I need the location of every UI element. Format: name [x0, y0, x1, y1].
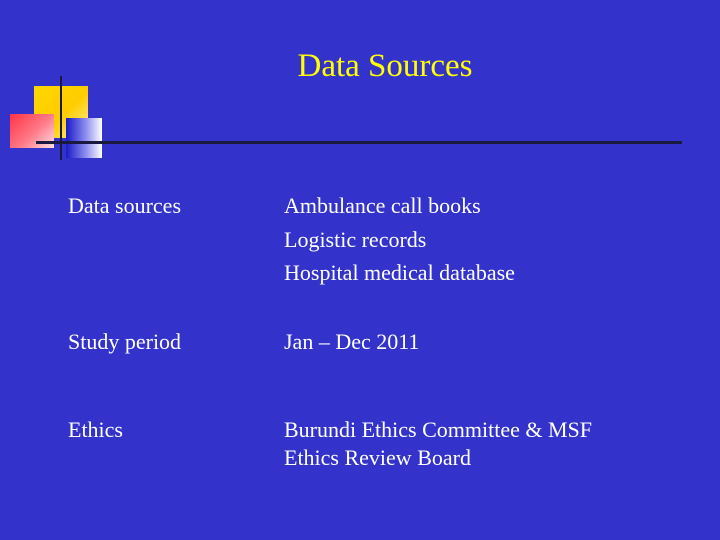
row-label-data-sources: Data sources	[68, 193, 182, 218]
ethics-value-line: Burundi Ethics Committee & MSF	[284, 417, 593, 442]
study-period-value: Jan – Dec 2011	[284, 329, 420, 354]
blue-square-decoration	[66, 118, 102, 158]
data-source-item: Logistic records	[284, 227, 427, 252]
row-label-ethics: Ethics	[68, 417, 123, 442]
ethics-value-line: Ethics Review Board	[284, 445, 471, 470]
title-underline-rule	[36, 141, 682, 144]
row-label-study-period: Study period	[68, 329, 182, 354]
vertical-rule	[60, 76, 62, 160]
slide-title: Data Sources	[297, 48, 473, 84]
data-source-item: Ambulance call books	[284, 193, 481, 218]
data-source-item: Hospital medical database	[284, 260, 515, 285]
